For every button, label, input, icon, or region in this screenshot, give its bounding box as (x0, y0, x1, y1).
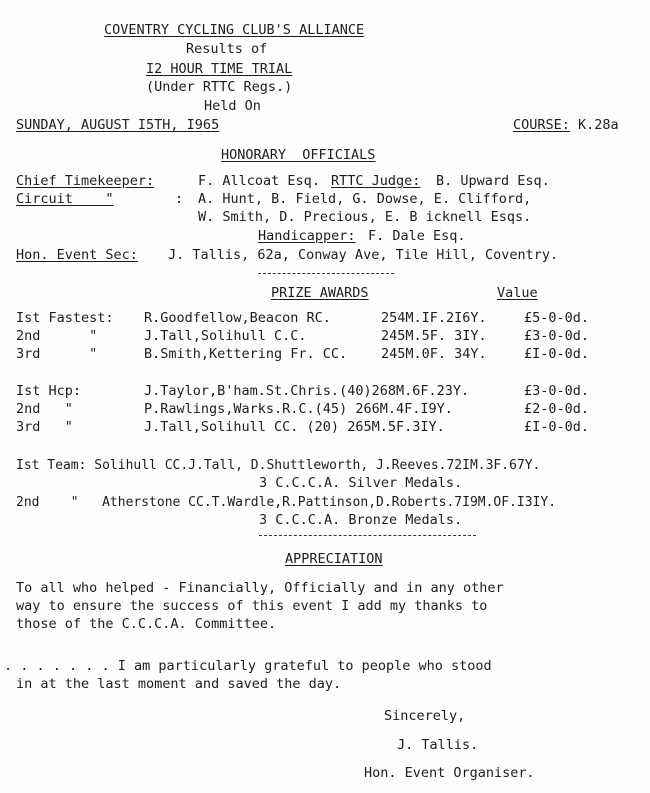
handicap-third-rider: J.Tall,Solihull CC. (20) 265M.5F.3IY. (144, 419, 445, 435)
event-date: SUNDAY, AUGUST I5TH, I965 (16, 117, 220, 133)
document-title: COVENTRY CYCLING CLUB'S ALLIANCE (104, 22, 365, 38)
appreciation-line5: in at the last moment and saved the day. (16, 676, 342, 692)
event-sec-value: J. Tallis, 62a, Conway Ave, Tile Hill, Coventry. (168, 247, 559, 263)
circuit-officials-line2: W. Smith, D. Precious, E. B icknell Esqs. (198, 209, 532, 225)
team-first-medals: 3 C.C.C.A. Silver Medals. (259, 475, 463, 491)
appreciation-line1: To all who helped - Financially, Officially and in any other (16, 580, 504, 596)
circuit-colon: : (175, 191, 184, 207)
appreciation-line4: . . . . . . . I am particularly grateful to people who stood (4, 658, 492, 674)
fastest-distance: 254M.IF.2I6Y. (381, 310, 487, 326)
officials-heading: HONORARY OFFICIALS (221, 147, 376, 163)
value-heading: Value (497, 285, 538, 301)
handicap-first-value: £3-0-0d. (524, 383, 590, 399)
second-fastest-value: £3-0-0d. (524, 328, 590, 344)
handicap-third-value: £I-0-0d. (524, 419, 590, 435)
signer-name: J. Tallis. (397, 737, 479, 753)
circuit-label: Circuit " (16, 191, 114, 207)
course-label: COURSE: (513, 117, 570, 133)
second-fastest-distance: 245M.5F. 3IY. (381, 328, 487, 344)
handicap-second-rider: P.Rawlings,Warks.R.C.(45) 266M.4F.I9Y. (144, 401, 453, 417)
closing: Sincerely, (384, 708, 466, 724)
second-fastest-rider: J.Tall,Solihull C.C. (144, 328, 307, 344)
chief-timekeeper-value: F. Allcoat Esq. (198, 173, 320, 189)
handicap-first-place: Ist Hcp: (16, 383, 82, 399)
second-fastest-place: 2nd " (16, 328, 98, 344)
circuit-officials-line1: A. Hunt, B. Field, G. Dowse, E. Clifford, (198, 191, 532, 207)
held-on-label: Held On (204, 98, 261, 114)
event-sec-label: Hon. Event Sec: (16, 247, 138, 263)
subtitle-results-of: Results of (186, 41, 268, 57)
team-second: 2nd " Atherstone CC.T.Wardle,R.Pattinson,D.Roberts.7I9M.OF.I3IY. (16, 495, 557, 510)
handicap-first-rider: J.Taylor,B'ham.St.Chris.(40)268M.6F.23Y. (144, 383, 470, 399)
regulations-note: (Under RTTC Regs.) (146, 79, 293, 95)
rttc-judge-label: RTTC Judge: (331, 173, 421, 189)
rttc-judge-value: B. Upward Esq. (436, 173, 550, 189)
chief-timekeeper-row (16, 173, 154, 190)
handicap-second-place: 2nd " (16, 401, 73, 417)
handicap-second-value: £2-0-0d. (524, 401, 590, 417)
appreciation-heading: APPRECIATION (285, 551, 383, 567)
fastest-value: £5-0-0d. (524, 310, 590, 326)
divider (258, 273, 394, 274)
fastest-place: Ist Fastest: (16, 310, 114, 326)
team-first: Ist Team: Solihull CC.J.Tall, D.Shuttleworth, J.Reeves.72IM.3F.67Y. (16, 458, 541, 473)
third-fastest-value: £I-0-0d. (524, 346, 590, 362)
handicapper-label: Handicapper: (258, 228, 356, 244)
team-second-medals: 3 C.C.C.A. Bronze Medals. (259, 512, 463, 528)
event-name: I2 HOUR TIME TRIAL (146, 61, 293, 77)
signer-role: Hon. Event Organiser. (364, 765, 535, 781)
fastest-rider: R.Goodfellow,Beacon RC. (144, 310, 331, 326)
course-value: K.28a (578, 117, 619, 133)
third-fastest-distance: 245M.0F. 34Y. (381, 346, 487, 362)
handicap-third-place: 3rd " (16, 419, 73, 435)
appreciation-line3: those of the C.C.C.A. Committee. (16, 616, 277, 632)
third-fastest-place: 3rd " (16, 346, 98, 362)
appreciation-line2: way to ensure the success of this event I add my thanks to (16, 598, 488, 614)
course (513, 117, 619, 134)
handicapper-value: F. Dale Esq. (368, 228, 466, 244)
divider (259, 535, 476, 536)
chief-timekeeper-label: Chief Timekeeper: (16, 173, 155, 189)
third-fastest-rider: B.Smith,Kettering Fr. CC. (144, 346, 348, 362)
prize-awards-heading: PRIZE AWARDS (271, 285, 369, 301)
